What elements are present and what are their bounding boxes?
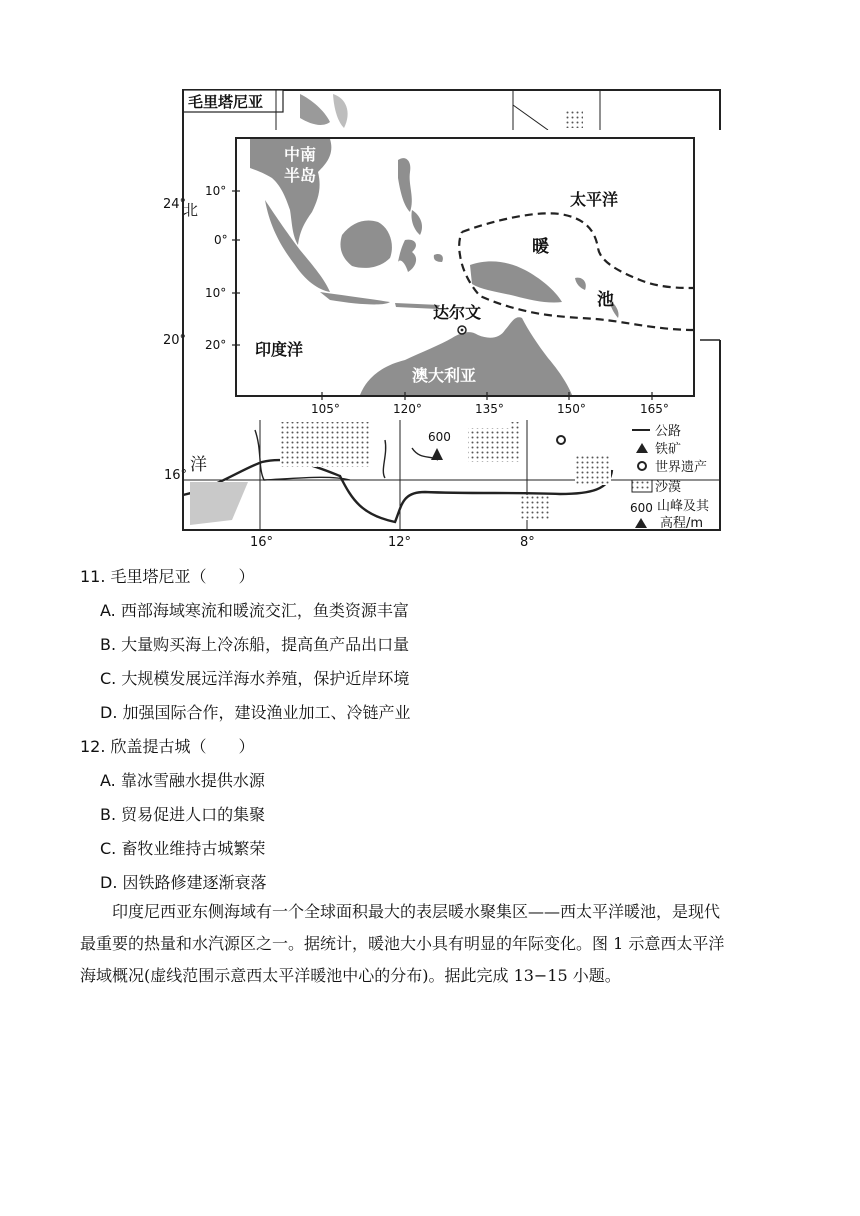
passage-line-1: 印度尼西亚东侧海域有一个全球面积最大的表层暖水聚集区——西太平洋暖池，是现代 [112,902,721,921]
map-figure [0,0,860,560]
darwin-marker-dot [461,329,464,332]
passage [80,896,780,992]
question-12-option-a: A. 靠冰雪融水提供水源 [100,771,265,790]
legend-desert-label: 沙漠 [655,480,682,495]
label-darwin: 达尔文 [433,303,482,322]
lon-tick: 120° [393,402,422,416]
desert-patch [520,495,550,520]
desert-patch [575,455,611,485]
ocean-label: 洋 [190,455,207,475]
question-11-title: 11. 毛里塔尼亚（ ） [80,567,255,586]
question-11-option-d: D. 加强国际合作，建设渔业加工、冷链产业 [100,703,411,722]
label-warm-pool-1: 暖 [532,237,549,257]
question-12-option-d: D. 因铁路修建逐渐衰落 [100,873,267,892]
peak-elevation: 600 [428,430,451,444]
legend-desert-symbol [632,480,652,492]
map-figure-svg [0,0,860,560]
legend-road-label: 公路 [655,424,682,439]
inset-map [205,138,694,416]
partial-north-label: 北 [183,201,199,219]
question-11-option-a: A. 西部海域寒流和暖流交汇，鱼类资源丰富 [100,601,409,620]
lon-tick: 165° [640,402,669,416]
question-12-option-b: B. 贸易促进人口的集聚 [100,805,266,824]
lon-tick: 105° [311,402,340,416]
lat-tick: 20° [205,338,227,352]
passage-line-3: 海域概况(虚线范围示意西太平洋暖池中心的分布)。据此完成 13−15 小题。 [80,966,621,985]
legend-iron-ore-label: 铁矿 [655,442,682,457]
question-11-option-c: C. 大规模发展远洋海水养殖，保护近岸环境 [100,669,410,688]
legend-peak-label-2: 高程/m [660,516,704,531]
lon-label-16: 16° [250,535,274,550]
label-australia: 澳大利亚 [412,366,477,385]
label-indochina-2: 半岛 [284,166,317,185]
legend-peak-value: 600 [630,501,653,515]
label-indian-ocean: 印度洋 [255,340,304,359]
lat-label-20: 20° [163,333,187,348]
lat-label-16: 16° [164,468,188,483]
legend-heritage-label: 世界遗产 [655,460,708,475]
lon-label-12: 12° [388,535,412,550]
lat-label-24: 24° [163,197,187,212]
label-fragment-mask [440,420,510,428]
lat-tick: 0° [214,233,228,247]
desert-patch [565,110,583,128]
lon-tick: 150° [557,402,586,416]
legend-peak-label: 山峰及其 [657,499,710,514]
label-pacific: 太平洋 [570,190,619,209]
passage-line-2: 最重要的热量和水汽源区之一。据统计，暖池大小具有明显的年际变化。图 1 示意西太平洋 [80,934,725,953]
lon-label-8: 8° [520,535,535,550]
desert-patch [280,422,370,467]
question-12-title: 12. 欣盖提古城（ ） [80,737,255,756]
lat-tick: 10° [205,286,227,300]
question-12-option-c: C. 畜牧业维持古城繁荣 [100,839,266,858]
lon-tick: 135° [475,402,504,416]
country-title: 毛里塔尼亚 [188,93,264,111]
question-11-option-b: B. 大量购买海上冷冻船，提高鱼产品出口量 [100,635,410,654]
lat-tick: 10° [205,184,227,198]
label-warm-pool-2: 池 [597,290,614,310]
label-indochina-1: 中南 [284,145,317,164]
